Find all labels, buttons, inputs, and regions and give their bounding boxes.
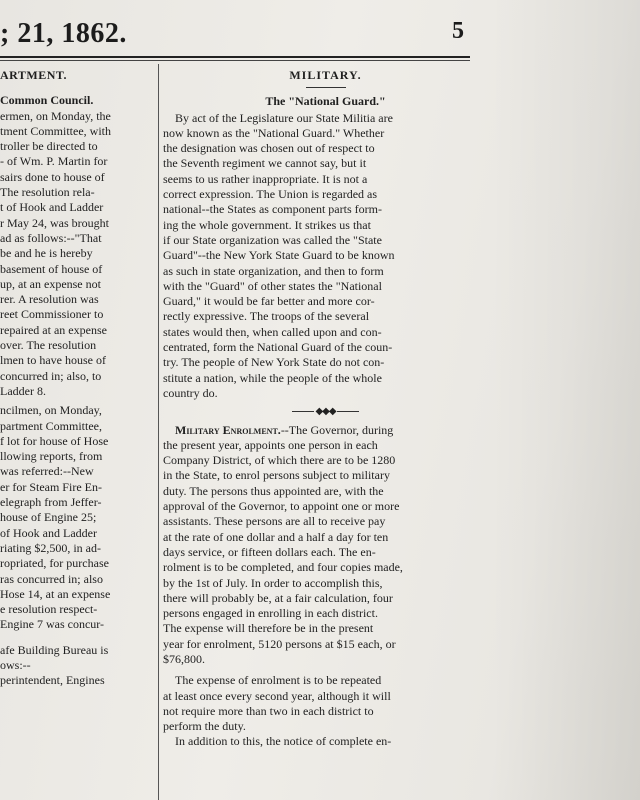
column-divider [158,64,159,800]
text-line: elegraph from Jeffer- [0,495,102,510]
text-line: rer. A resolution was [0,292,99,307]
text-line: ras concurred in; also [0,571,103,586]
text-line: rectly expressive. The troops of the several [163,309,370,324]
text-line: e resolution respect- [0,602,98,617]
text-line: In addition to this, the notice of complete en- [175,734,392,749]
enrolment-first-line: --The Governor, during [280,422,394,437]
text-line: the Seventh regiment we cannot say, but it [163,156,367,171]
section-rule [306,87,346,88]
text-line: seems to us rather inappropriate. It is not a [163,171,368,186]
text-line: ad as follows:--"That [0,230,102,245]
enrolment-lead-line [163,423,488,438]
text-line: troller be directed to [0,139,98,154]
council-paragraph-1 [0,109,156,400]
text-line: partment Committee, [0,418,102,433]
text-line: duty. The persons thus appointed are, with the [163,483,384,498]
text-line: approval of the Governor, to appoint one or more [163,499,400,514]
text-line: llowing reports, from [0,449,103,464]
text-line: r May 24, was brought [0,215,109,230]
section-header-department: ARTMENT. [0,68,68,82]
text-line: the present year, appoints one person in each [163,437,378,452]
military-section-title: MILITARY. [289,68,362,82]
text-line: now known as the "National Guard." Whether [163,125,385,140]
header-rule [0,56,470,58]
enrolment-heading: Military Enrolment. [175,422,281,437]
text-line: centrated, form the National Guard of the coun- [163,340,393,355]
text-line: reet Commissioner to [0,307,104,322]
text-line: tment Committee, with [0,123,111,138]
article-separator-ornament: ◆◆◆ [163,404,488,419]
text-line: not require more than two in each district to [163,703,374,718]
text-line: riating $2,500, in ad- [0,540,101,555]
council-paragraph-2 [0,403,156,632]
text-line: ermen, on Monday, the [0,108,111,123]
text-line: Engine 7 was concur- [0,617,105,632]
header-date: ; 21, 1862. [0,18,127,49]
text-line: assistants. These persons are all to receive pay [163,514,386,529]
text-line: be and he is hereby [0,246,93,261]
text-line: persons engaged in enrolling in each district. [163,606,378,621]
text-line: concurred in; also, to [0,368,102,383]
text-line: Hose 14, at an expense [0,586,111,601]
text-line: The expense of enrolment is to be repeated [175,673,382,688]
text-line: national--the States as component parts form- [163,202,382,217]
right-column [163,68,488,750]
text-line: over. The resolution [0,338,97,353]
text-line: rolment is to be completed, and four copies made, [163,560,403,575]
text-line: repaired at an expense [0,322,107,337]
enrolment-article [163,438,488,667]
text-line: ing the whole government. It strikes us that [163,217,371,232]
text-line: perform the duty. [163,719,246,734]
text-line: try. The people of New York State do not con- [163,355,385,370]
header-rule-thin [0,60,470,61]
text-line: days service, or fifteen dollars each. The en- [163,544,376,559]
text-line: the designation was chosen out of respect to [163,141,375,156]
text-line: The resolution rela- [0,185,95,200]
council-paragraph-3 [0,643,156,689]
text-line: ropriated, for purchase [0,556,109,571]
text-line: of Hook and Ladder [0,525,97,540]
text-line: Guard," it would be far better and more cor- [163,294,375,309]
text-line: ows:-- [0,657,31,672]
text-line: afe Building Bureau is [0,642,109,657]
text-line: f lot for house of Hose [0,433,109,448]
text-line: ncilmen, on Monday, [0,403,102,418]
text-line: year for enrolment, 5120 persons at $15 each, or [163,636,396,651]
text-line: lmen to have house of [0,353,106,368]
text-line: with the "Guard" of other states the "National [163,278,382,293]
council-heading: Common Council. [0,93,94,108]
text-line: The expense will therefore be in the present [163,621,374,636]
text-line: country do. [163,385,218,400]
text-line: in the State, to enrol persons subject to military [163,468,390,483]
text-line: at least once every second year, although it will [163,688,391,703]
text-line: was referred:--New [0,464,94,479]
text-line: at the rate of one dollar and a half a day for ten [163,529,389,544]
text-line: by the 1st of July. In order to accomplish this, [163,575,383,590]
text-line: basement of house of [0,261,103,276]
text-line: stitute a nation, while the people of the whole [163,370,382,385]
text-line: if our State organization was called the "State [163,232,382,247]
national-guard-title: The "National Guard." [265,94,386,109]
text-line: Guard"--the New York State Guard to be known [163,248,395,263]
text-line: sairs done to house of [0,169,105,184]
text-line: house of Engine 25; [0,510,97,525]
text-line: up, at an expense not [0,276,101,291]
text-line: correct expression. The Union is regarded as [163,187,378,202]
text-line: there will probably be, at a fair calculation, four [163,590,393,605]
text-line: states would then, when called upon and con- [163,324,382,339]
national-guard-article [163,111,488,402]
text-line: $76,800. [163,651,205,666]
left-column [0,68,156,689]
enrolment-cost-article [163,673,488,749]
text-line: perintendent, Engines [0,673,105,688]
text-line: Company District, of which there are to be 1280 [163,453,396,468]
text-line: t of Hook and Ladder [0,200,104,215]
text-line: - of Wm. P. Martin for [0,154,108,169]
text-line: as such in state organization, and then to form [163,263,384,278]
text-line: Ladder 8. [0,383,46,398]
text-line: er for Steam Fire En- [0,479,102,494]
text-line: By act of the Legislature our State Militia are [175,110,393,125]
page-number: 5 [452,18,464,44]
